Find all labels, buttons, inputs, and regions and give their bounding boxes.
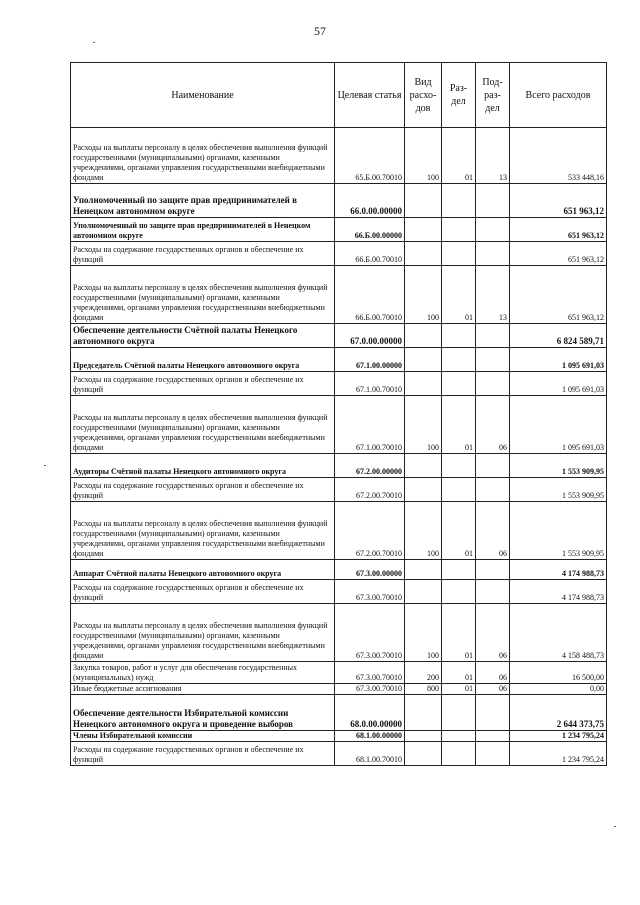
header-name: Наименование xyxy=(71,63,335,128)
scan-speck xyxy=(44,465,46,466)
cell-subsection xyxy=(476,184,510,218)
cell-name: Члены Избирательной комиссии xyxy=(71,731,335,742)
cell-total: 1 095 691,03 xyxy=(510,348,607,372)
cell-name: Расходы на содержание государственных органов и обеспечение их функций xyxy=(71,372,335,396)
cell-name: Расходы на выплаты персоналу в целях обеспечения выполнения функций государственными (муниципальными) органами, казенными учреждениями, органами управления государственными внебюджетными фондами xyxy=(71,604,335,662)
cell-article: 65.Б.00.70010 xyxy=(335,128,405,184)
cell-total: 533 448,16 xyxy=(510,128,607,184)
cell-expense-type xyxy=(405,242,442,266)
cell-expense-type: 200 xyxy=(405,662,442,684)
cell-expense-type: 100 xyxy=(405,502,442,560)
cell-name: Председатель Счётной палаты Ненецкого автономного округа xyxy=(71,348,335,372)
table-row xyxy=(71,695,607,731)
table-row xyxy=(71,372,607,396)
cell-subsection: 13 xyxy=(476,128,510,184)
cell-subsection: 06 xyxy=(476,684,510,695)
cell-article: 66.Б.00.70010 xyxy=(335,242,405,266)
cell-section xyxy=(442,218,476,242)
cell-section xyxy=(442,184,476,218)
cell-total: 651 963,12 xyxy=(510,242,607,266)
table-row xyxy=(71,560,607,580)
cell-article: 66.Б.00.00000 xyxy=(335,218,405,242)
cell-expense-type xyxy=(405,184,442,218)
cell-article: 67.1.00.00000 xyxy=(335,348,405,372)
cell-subsection xyxy=(476,372,510,396)
cell-expense-type xyxy=(405,742,442,766)
cell-total: 1 234 795,24 xyxy=(510,731,607,742)
table-row xyxy=(71,604,607,662)
cell-total: 1 095 691,03 xyxy=(510,372,607,396)
scan-speck xyxy=(93,42,95,43)
cell-subsection xyxy=(476,695,510,731)
table-row xyxy=(71,184,607,218)
header-expense-type: Вид расхо-дов xyxy=(405,63,442,128)
cell-article: 67.0.00.00000 xyxy=(335,324,405,348)
table-row xyxy=(71,324,607,348)
cell-article: 67.3.00.70010 xyxy=(335,662,405,684)
cell-name: Расходы на содержание государственных органов и обеспечение их функций xyxy=(71,478,335,502)
cell-expense-type: 100 xyxy=(405,128,442,184)
cell-expense-type: 100 xyxy=(405,396,442,454)
table-row xyxy=(71,662,607,684)
cell-expense-type xyxy=(405,218,442,242)
cell-total: 4 158 488,73 xyxy=(510,604,607,662)
cell-total: 16 500,00 xyxy=(510,662,607,684)
table-row xyxy=(71,396,607,454)
cell-section xyxy=(442,742,476,766)
cell-expense-type xyxy=(405,324,442,348)
cell-subsection xyxy=(476,742,510,766)
cell-expense-type xyxy=(405,478,442,502)
cell-total: 6 824 589,71 xyxy=(510,324,607,348)
cell-total: 1 234 795,24 xyxy=(510,742,607,766)
cell-section xyxy=(442,348,476,372)
cell-total: 0,00 xyxy=(510,684,607,695)
table-row xyxy=(71,502,607,560)
cell-section: 01 xyxy=(442,684,476,695)
cell-subsection xyxy=(476,454,510,478)
cell-total: 1 553 909,95 xyxy=(510,502,607,560)
cell-subsection xyxy=(476,218,510,242)
cell-subsection: 06 xyxy=(476,604,510,662)
cell-name: Уполномоченный по защите прав предпринимателей в Ненецком автономном округе xyxy=(71,218,335,242)
table-header-row xyxy=(71,63,607,128)
cell-subsection: 06 xyxy=(476,396,510,454)
cell-article: 67.2.00.70010 xyxy=(335,478,405,502)
cell-section xyxy=(442,580,476,604)
cell-article: 67.3.00.70010 xyxy=(335,580,405,604)
cell-total: 651 963,12 xyxy=(510,218,607,242)
cell-expense-type xyxy=(405,348,442,372)
cell-total: 4 174 988,73 xyxy=(510,560,607,580)
cell-name: Обеспечение деятельности Избирательной комиссии Ненецкого автономного округа и проведение выборов xyxy=(71,695,335,731)
cell-subsection: 13 xyxy=(476,266,510,324)
cell-article: 66.Б.00.70010 xyxy=(335,266,405,324)
table-row xyxy=(71,478,607,502)
cell-total: 1 553 909,95 xyxy=(510,454,607,478)
cell-name: Расходы на содержание государственных органов и обеспечение их функций xyxy=(71,742,335,766)
cell-section xyxy=(442,560,476,580)
cell-expense-type: 100 xyxy=(405,604,442,662)
cell-total: 4 174 988,73 xyxy=(510,580,607,604)
table-row xyxy=(71,684,607,695)
cell-article: 68.1.00.00000 xyxy=(335,731,405,742)
table-row xyxy=(71,348,607,372)
cell-section xyxy=(442,695,476,731)
cell-subsection xyxy=(476,560,510,580)
cell-article: 67.2.00.00000 xyxy=(335,454,405,478)
cell-expense-type xyxy=(405,695,442,731)
cell-section: 01 xyxy=(442,502,476,560)
header-total: Всего расходов xyxy=(510,63,607,128)
cell-subsection xyxy=(476,242,510,266)
scan-speck xyxy=(614,826,616,827)
cell-article: 66.0.00.00000 xyxy=(335,184,405,218)
cell-subsection xyxy=(476,478,510,502)
cell-article: 67.2.00.70010 xyxy=(335,502,405,560)
cell-section xyxy=(442,478,476,502)
cell-name: Расходы на выплаты персоналу в целях обеспечения выполнения функций государственными (муниципальными) органами, казенными учреждениями, органами управления государственными внебюджетными фондами xyxy=(71,396,335,454)
cell-name: Расходы на выплаты персоналу в целях обеспечения выполнения функций государственными (муниципальными) органами, казенными учреждениями, органами управления государственными внебюджетными фондами xyxy=(71,128,335,184)
cell-name: Обеспечение деятельности Счётной палаты Ненецкого автономного округа xyxy=(71,324,335,348)
cell-expense-type: 800 xyxy=(405,684,442,695)
table-row xyxy=(71,580,607,604)
cell-name: Расходы на выплаты персоналу в целях обеспечения выполнения функций государственными (муниципальными) органами, казенными учреждениями, органами управления государственными внебюджетными фондами xyxy=(71,266,335,324)
expenditure-table xyxy=(70,62,607,766)
cell-subsection: 06 xyxy=(476,502,510,560)
cell-article: 67.3.00.70010 xyxy=(335,684,405,695)
cell-subsection: 06 xyxy=(476,662,510,684)
cell-name: Закупка товаров, работ и услуг для обеспечения государственных (муниципальных) нужд xyxy=(71,662,335,684)
cell-expense-type xyxy=(405,731,442,742)
table-row xyxy=(71,454,607,478)
cell-article: 67.3.00.00000 xyxy=(335,560,405,580)
cell-expense-type: 100 xyxy=(405,266,442,324)
cell-section xyxy=(442,324,476,348)
cell-article: 67.1.00.70010 xyxy=(335,396,405,454)
cell-total: 651 963,12 xyxy=(510,266,607,324)
cell-total: 651 963,12 xyxy=(510,184,607,218)
cell-total: 1 553 909,95 xyxy=(510,478,607,502)
table-row xyxy=(71,128,607,184)
page-number: 57 xyxy=(314,24,326,38)
cell-name: Аудиторы Счётной палаты Ненецкого автономного округа xyxy=(71,454,335,478)
cell-section xyxy=(442,731,476,742)
table-row xyxy=(71,266,607,324)
cell-name: Аппарат Счётной палаты Ненецкого автономного округа xyxy=(71,560,335,580)
cell-section: 01 xyxy=(442,604,476,662)
cell-section: 01 xyxy=(442,128,476,184)
cell-section xyxy=(442,454,476,478)
cell-name: Иные бюджетные ассигнования xyxy=(71,684,335,695)
cell-subsection xyxy=(476,348,510,372)
cell-section xyxy=(442,242,476,266)
cell-article: 68.0.00.00000 xyxy=(335,695,405,731)
cell-section: 01 xyxy=(442,662,476,684)
cell-name: Расходы на выплаты персоналу в целях обеспечения выполнения функций государственными (муниципальными) органами, казенными учреждениями, органами управления государственными внебюджетными фондами xyxy=(71,502,335,560)
cell-total: 1 095 691,03 xyxy=(510,396,607,454)
cell-subsection xyxy=(476,580,510,604)
cell-total: 2 644 373,75 xyxy=(510,695,607,731)
cell-article: 67.3.00.70010 xyxy=(335,604,405,662)
table-row xyxy=(71,218,607,242)
header-section: Раз-дел xyxy=(442,63,476,128)
header-subsection: Под-раз-дел xyxy=(476,63,510,128)
table-row xyxy=(71,242,607,266)
cell-expense-type xyxy=(405,580,442,604)
cell-expense-type xyxy=(405,560,442,580)
table-row xyxy=(71,742,607,766)
cell-name: Расходы на содержание государственных органов и обеспечение их функций xyxy=(71,242,335,266)
cell-expense-type xyxy=(405,372,442,396)
cell-section xyxy=(442,372,476,396)
table-row xyxy=(71,731,607,742)
header-article: Целевая статья xyxy=(335,63,405,128)
cell-name: Расходы на содержание государственных органов и обеспечение их функций xyxy=(71,580,335,604)
cell-article: 68.1.00.70010 xyxy=(335,742,405,766)
table-body xyxy=(71,128,607,766)
cell-subsection xyxy=(476,731,510,742)
cell-section: 01 xyxy=(442,266,476,324)
cell-section: 01 xyxy=(442,396,476,454)
cell-subsection xyxy=(476,324,510,348)
cell-expense-type xyxy=(405,454,442,478)
cell-article: 67.1.00.70010 xyxy=(335,372,405,396)
cell-name: Уполномоченный по защите прав предпринимателей в Ненецком автономном округе xyxy=(71,184,335,218)
